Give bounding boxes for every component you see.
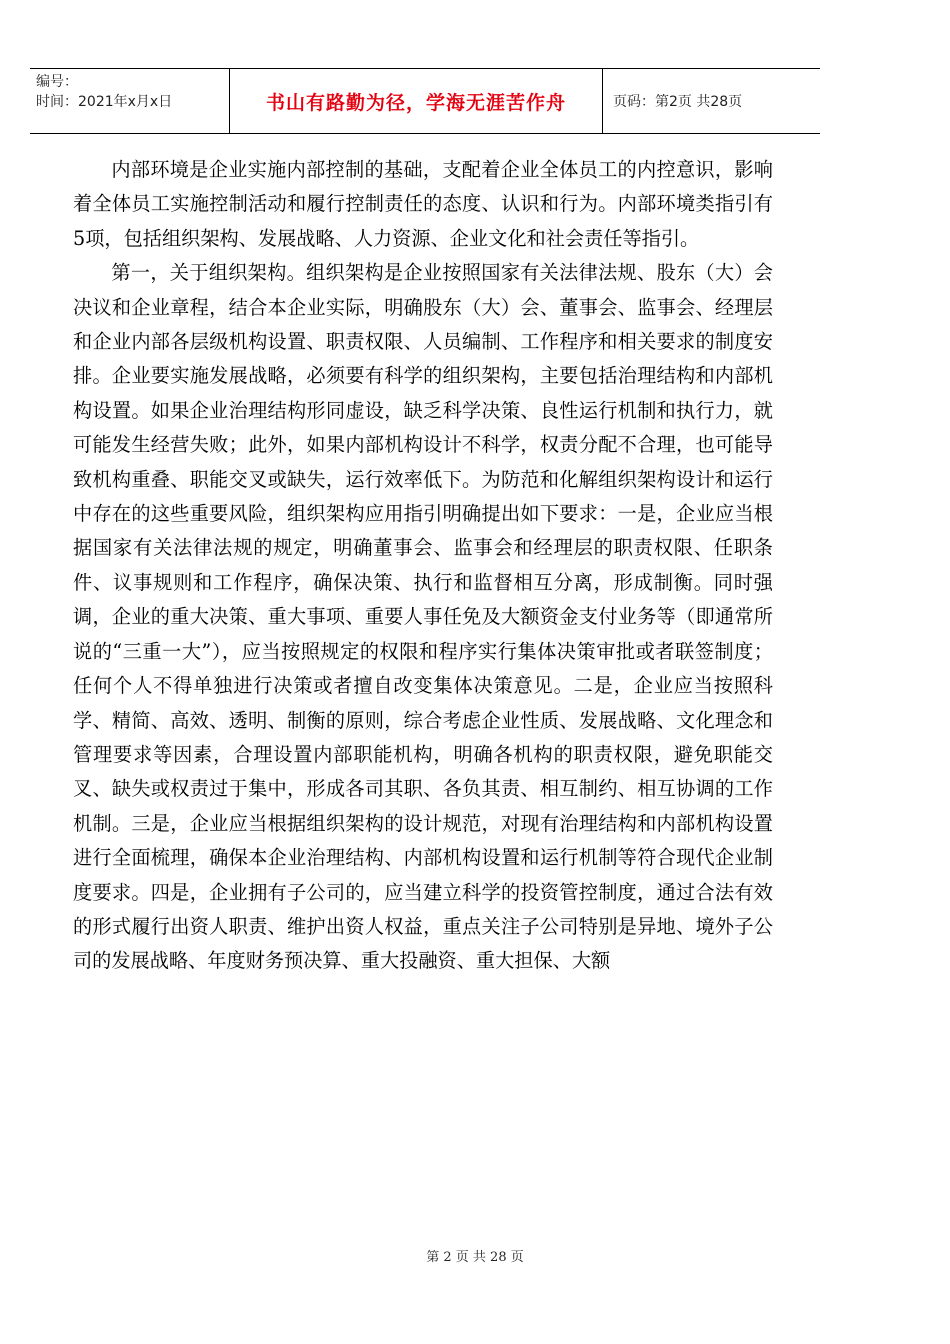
- header-page-info: 页码：第2页 共28页: [613, 94, 743, 110]
- paragraph: 第一，关于组织架构。组织架构是企业按照国家有关法律法规、股东（大）会决议和企业章程，结合本企业实际，明确股东（大）会、董事会、监事会、经理层和企业内部各层级机构设置、职责权限、人员编制、工作程序和相关要求的制度安排。企业要实施发展战略，必须要有科学的组织架构，主要包括治理结构和内部机构设置。如果企业治理结构形同虚设，缺乏科学决策、良性运行机制和执行力，就可能发生经营失败；此外，如果内部机构设计不科学，权责分配不合理，也可能导致机构重叠、职能交叉或缺失，运行效率低下。为防范和化解组织架构设计和运行中存在的这些重要风险，组织架构应用指引明确提出如下要求：一是，企业应当根据国家有关法律法规的规定，明确董事会、监事会和经理层的职责权限、任职条件、议事规则和工作程序，确保决策、执行和监督相互分离，形成制衡。同时强调，企业的重大决策、重大事项、重要人事任免及大额资金支付业务等（即通常所说的“三重一大”），应当按照规定的权限和程序实行集体决策审批或者联签制度；任何个人不得单独进行决策或者擅自改变集体决策意见。二是，企业应当按照科学、精简、高效、透明、制衡的原则，综合考虑企业性质、发展战略、文化理念和管理要求等因素，合理设置内部职能机构，明确各机构的职责权限，避免职能交叉、缺失或权责过于集中，形成各司其职、各负其责、相互制约、相互协调的工作机制。三是，企业应当根据组织架构的设计规范，对现有治理结构和内部机构设置进行全面梳理，确保本企业治理结构、内部机构设置和运行机制等符合现代企业制度要求。四是，企业拥有子公司的，应当建立科学的投资管控制度，通过合法有效的形式履行出资人职责、维护出资人权益，重点关注子公司特别是异地、境外子公司的发展战略、年度财务预决算、重大投融资、重大担保、大额: [73, 261, 773, 973]
- page-footer: 第 2 页 共 28 页: [426, 1250, 524, 1265]
- doc-number-label: 编号：: [36, 74, 78, 90]
- page-header: [30, 68, 820, 134]
- document-body: [73, 153, 773, 979]
- header-motto: 书山有路勤为径，学海无涯苦作舟: [230, 69, 603, 133]
- paragraph: 内部环境是企业实施内部控制的基础，支配着企业全体员工的内控意识，影响着全体员工实施控制活动和履行控制责任的态度、认识和行为。内部环境类指引有5项，包括组织架构、发展战略、人力资源、企业文化和社会责任等指引。: [73, 158, 773, 250]
- header-meta: [30, 69, 230, 133]
- time-label: 时间：2021年x月x日: [36, 94, 173, 110]
